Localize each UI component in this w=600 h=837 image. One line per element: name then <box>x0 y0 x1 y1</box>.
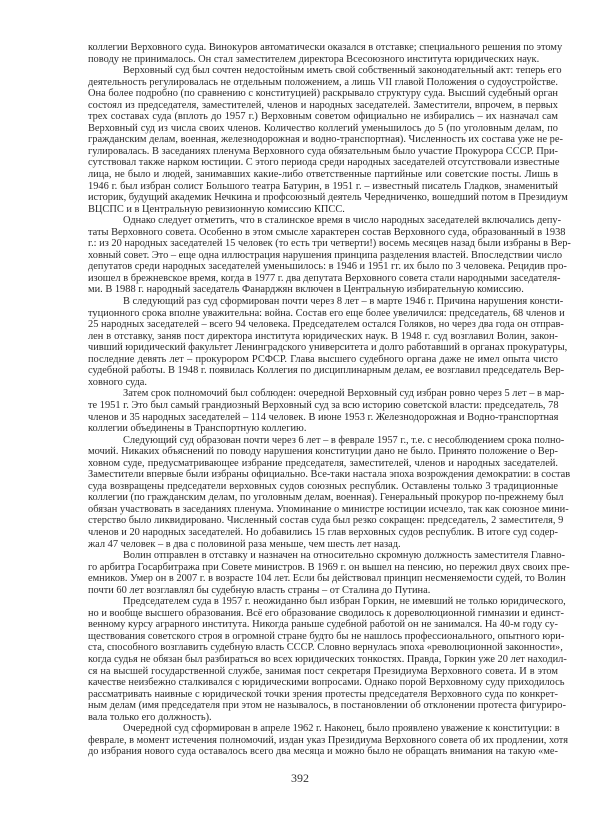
text-line: Очередной суд сформирован в апреле 1962 г. Наконец, было проявлено уважение к конституции: в <box>123 723 560 735</box>
text-line: ста, способного возглавить судебную власть СССР. Словно вернулась эпоха «революционной законности», <box>88 642 563 654</box>
text-line: гулировалась. В заседаниях пленума Верховного суда обязательным было участие Прокурора СССР. При- <box>88 145 558 157</box>
paragraph <box>88 65 568 215</box>
text-line: венному курсу аграрного института. Никогда раньше судебной работой он не занимался. На 40-м году су- <box>88 619 558 631</box>
text-line: лица, не было и людей, занимавших какие-либо ответственные партийные или советские посты. Лишь в <box>88 169 558 181</box>
text-line: деятельность регулировалась не отдельным положением, а лишь VII главой Положения о судоустройстве. <box>88 76 558 88</box>
text-line: коллегии объединены в Транспортную коллегию. <box>88 423 307 435</box>
text-line: те 1951 г. Это был самый грандиозный Верховный суд за всю историю советской власти: председатель, 78 <box>88 399 559 411</box>
text-line: ми. В 1988 г. народный заседатель Фанарджян включен в Центральную избирательную комиссию. <box>88 284 524 296</box>
text-line: ховный совет. Это – еще одна иллюстрация нарушения принципа разделения властей. Впоследствии число <box>88 249 563 261</box>
text-line: изошел в брежневское время, когда в 1977 г. два депутата Верховного совета стали народными заседателя- <box>88 272 561 284</box>
document-page-body <box>88 42 571 758</box>
text-line: Волин отправлен в отставку и назначен на относительно скромную должность заместителя Главно- <box>123 550 565 562</box>
text-line: го арбитра Госарбитража при Совете министров. В 1969 г. он вышел на пенсию, но пережил двух своих пре- <box>88 561 570 573</box>
text-line: феврале, в момент истечения полномочий, издан указ Президиума Верховного совета об их продлении, хотя <box>88 734 568 746</box>
text-line: ховном суде, предусматривающее избрание председателя, заместителей, членов и народных заседателей. <box>88 457 558 469</box>
paragraph <box>88 388 565 435</box>
text-line: членов и 20 народных заседателей. Но добавились 15 глав верховных судов республик. В итоге суд содер- <box>88 526 558 538</box>
paragraph <box>88 296 568 388</box>
text-line: жал 47 человек – в два с половиной раза меньше, чем шесть лет назад. <box>88 538 401 550</box>
text-line: лен в отставку, заняв пост директора института юридических наук. В 1948 г. суд возглавил Волин, закон- <box>88 330 558 342</box>
text-line: г.: из 20 народных заседателей 15 человек (то есть три четверти!) восемь месяцев назад были избраны в Вер- <box>88 238 571 250</box>
text-line: таты Верховного совета. Особенно в этом смысле характерен состав Верховного суда, образованный в 1938 <box>88 226 566 238</box>
text-line: мочий. Никаких объяснений по поводу нарушения конституции дано не было. Принято положение о Вер- <box>88 446 558 458</box>
text-line: ховного суда. <box>88 376 147 388</box>
paragraph <box>88 723 568 758</box>
text-line: депутатов среди народных заседателей уменьшилось: в 1946 и 1951 гг. их было по 3 человека. Рецидив про- <box>88 261 567 273</box>
text-line: Верховный суд был сочтен недостойным иметь свой собственный законодательный акт: теперь его <box>123 65 562 77</box>
text-line: 1946 г. был избран солист Большого театра Батурин, в 1951 г. – известный писатель Гладков, знаменитый <box>88 180 558 192</box>
text-line: вала только его должность). <box>88 711 212 723</box>
paragraph <box>88 215 571 296</box>
text-line: до избрания нового суда оставалось всего два месяца и можно было не обращать внимания на такую «ме- <box>88 746 558 758</box>
paragraph <box>88 434 571 550</box>
text-line: ным делам (имя председателя при этом не называлось, в постановлении об отклонении протеста фигуриро- <box>88 700 566 712</box>
text-line: обязан участвовать в заседаниях пленума. Упоминание о министре юстиции исчезло, так как союзное мини- <box>88 503 569 515</box>
text-line: стерство было ликвидировано. Численный состав суда был резко сокращен: председатель, 2 заместителя, 9 <box>88 515 564 527</box>
text-line: емников. Умер он в 2007 г. в возрасте 104 лет. Если бы действовал принцип несменяемости судей, то Волин <box>88 573 566 585</box>
text-line: поводу не принималось. Он стал заместителем директора Всесоюзного института юридических наук. <box>88 53 540 65</box>
text-line: качестве неизбежно сталкивался с юридическими вопросами. Однако порой Верховному суду приходилось <box>88 677 565 689</box>
text-line: Председателем суда в 1957 г. неожиданно был избран Горкин, не имевший не только юридического, <box>123 596 566 608</box>
text-line: гражданским делам, военная, железнодорожная и водно-транспортная). Численность их состава уже не ре- <box>88 134 563 146</box>
text-line: суда возвращены председатели верховных судов союзных республик. Оставлены только 3 традиционные <box>88 480 558 492</box>
text-line: В следующий раз суд сформирован почти через 8 лет – в марте 1946 г. Причина нарушения консти- <box>123 296 564 308</box>
text-line: Однако следует отметить, что в сталинское время в число народных заседателей включались депу- <box>123 215 562 227</box>
text-line: состоял из председателя, заместителей, членов и народных заседателей. Заместители, впрочем, в первых <box>88 99 558 111</box>
text-line: Заместители впервые были избраны официально. Все-таки настала эпоха возрождения демократии: в состав <box>88 469 571 481</box>
text-line: ществования советского строя в огромной стране будто бы не нашлось профессионального, опытного юри- <box>88 630 565 642</box>
text-line: Она более подробно (по сравнению с конституцией) раскрывало структуру суда. Высший судебный орган <box>88 88 558 100</box>
text-line: историк, будущий академик Нечкина и профсоюзный деятель Чередниченко, вошедший потом в Президиум <box>88 192 568 204</box>
text-line: когда судья не обязан был разбираться во всех юридических тонкостях. Правда, Горкин уже 20 лет находил- <box>88 653 567 665</box>
page-number: 392 <box>291 771 309 785</box>
paragraph <box>88 42 563 65</box>
text-line: туционного срока вполне уважительна: война. Состав его еще более увеличился: председатель, 68 членов и <box>88 307 565 319</box>
text-line: чивший юридический факультет Ленинградского университета и долго работавший в органах прокуратуры, <box>88 342 568 354</box>
text-line: но и вообще высшего образования. Всё его образование сводилось к дореволюционной гимназии и единст- <box>88 607 564 619</box>
text-line: коллегии Верховного суда. Винокуров автоматически оказался в отставке; специального решения по этому <box>88 42 563 53</box>
text-line: трех составах суда (вплоть до 1957 г.) Верховным советом официально не избирались – их назначал сам <box>88 111 558 123</box>
paragraph <box>88 596 567 723</box>
text-line: Верховный суд из числа своих членов. Количество коллегий уменьшилось до 5 (по уголовным делам, по <box>88 122 558 134</box>
text-line: Затем срок полномочий был соблюден: очередной Верховный суд избран ровно через 5 лет – в мар- <box>123 388 565 400</box>
text-line: коллегии (по гражданским делам, по уголовным делам, военная). Генеральный прокурор по-прежнему был <box>88 492 564 504</box>
text-line: членов и 35 народных заседателей – 114 человек. В июне 1953 г. Железнодорожная и Водно-транспортная <box>88 411 559 423</box>
text-line: 25 народных заседателей – всего 94 человека. Председателем остался Голяков, но через два года он отправ- <box>88 319 564 331</box>
text-line: рассматривать наивные с юридической точки зрения протесты председателя Верховного суда по конкрет- <box>88 688 558 700</box>
paragraph <box>88 550 570 596</box>
text-line: ВЦСПС и в Центральную ревизионную комиссию КПСС. <box>88 203 345 215</box>
text-line: почти 60 лет возглавлял бы судебную власть страны – от Сталина до Путина. <box>88 584 431 596</box>
text-line: судебной работы. В 1948 г. появилась Коллегия по дисциплинарным делам, ее возглавил председатель Вер- <box>88 365 565 377</box>
text-line: последние девять лет – прокурором РСФСР. Глава высшего судебного органа даже не имел опыта чисто <box>88 353 558 365</box>
text-line: сутствовал также нарком юстиции. С этого периода среди народных заседателей отсутствовали известные <box>88 157 560 169</box>
text-line: Следующий суд образован почти через 6 лет – в феврале 1957 г., т.е. с несоблюдением срока полно- <box>123 434 565 446</box>
text-line: ся на высшей государственной службе, занимая пост секретаря Президиума Верховного совета. И в этом <box>88 665 558 677</box>
